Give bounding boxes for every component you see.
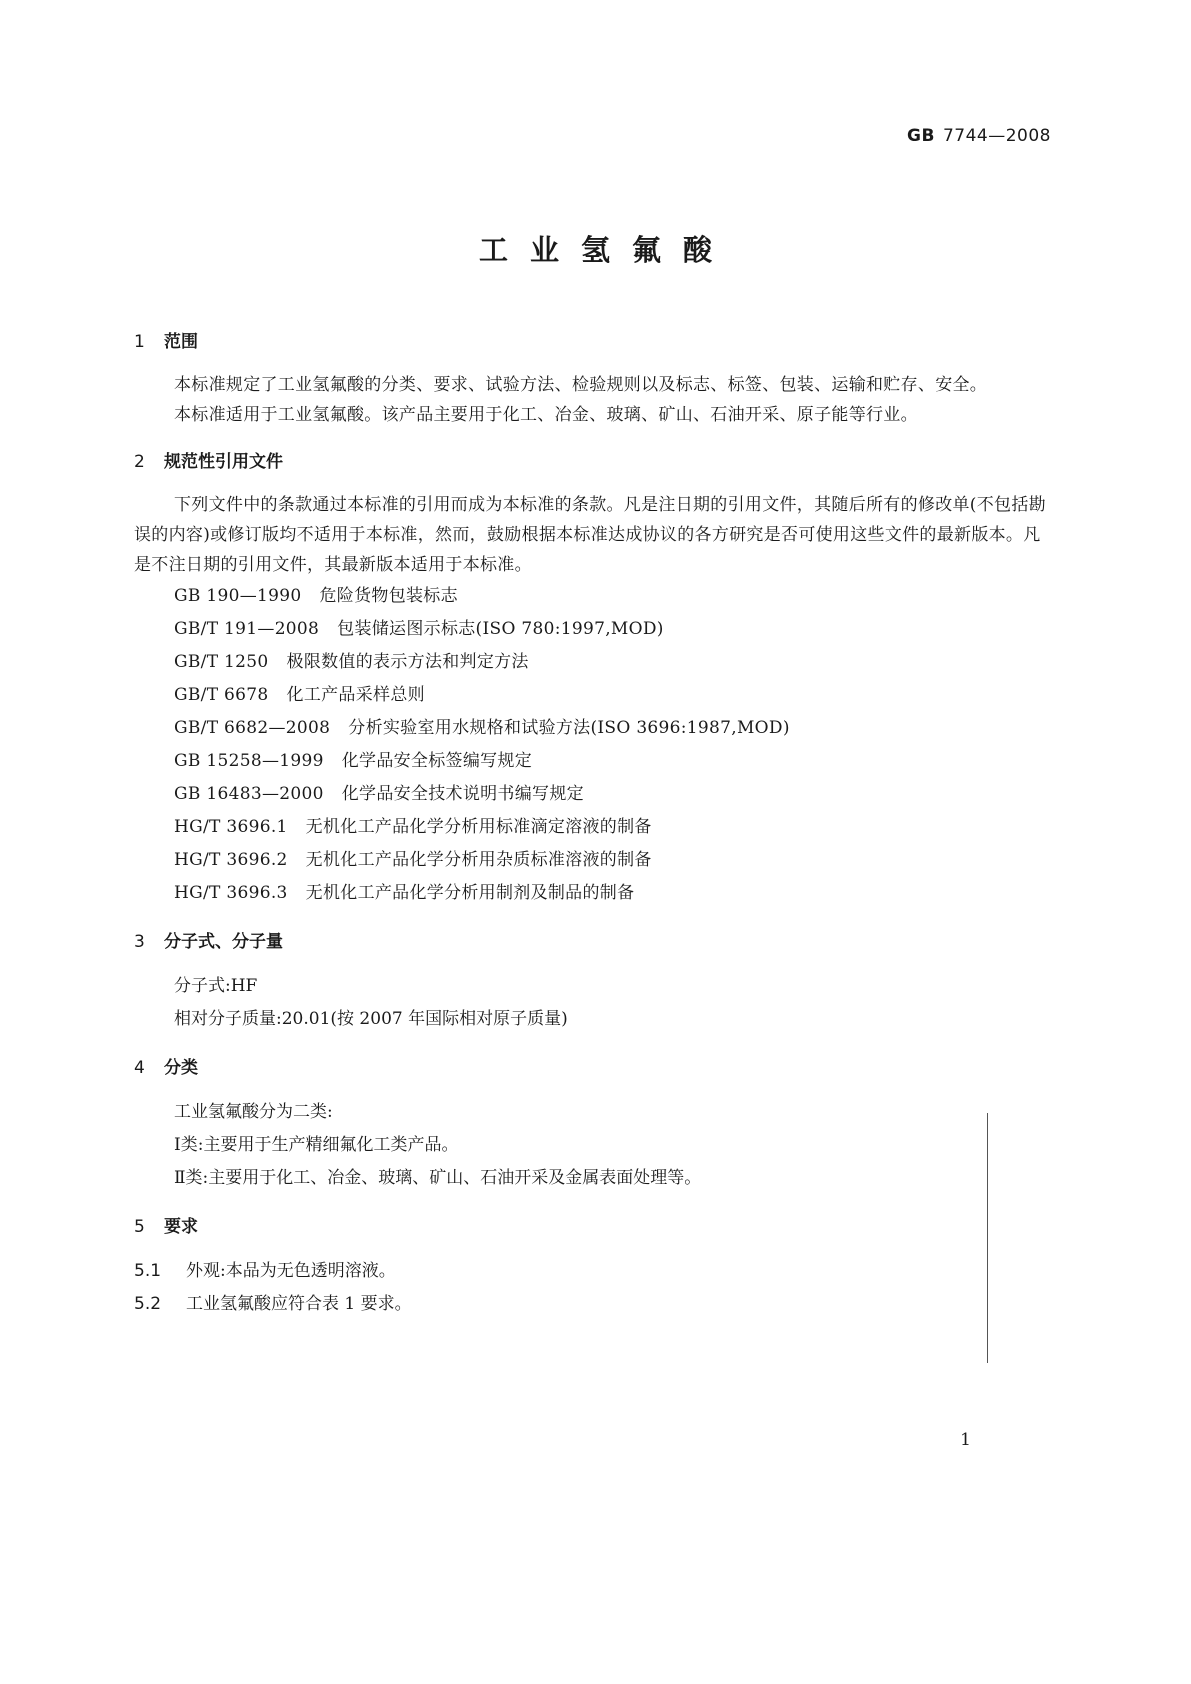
section-4-heading [134, 1054, 1057, 1082]
reference-title: 化学品安全技术说明书编写规定 [341, 784, 584, 804]
section-2-heading [134, 448, 1057, 476]
reference-title: 分析实验室用水规格和试验方法(ISO 3696:1987,MOD) [348, 718, 790, 738]
classification-type-1: Ⅰ类:主要用于生产精细氟化工类产品。 [174, 1135, 459, 1155]
section-title: 规范性引用文件 [164, 452, 283, 472]
reference-code: GB/T 6678 [174, 685, 269, 705]
reference-item [134, 745, 1057, 778]
clause-number: 5.1 [134, 1261, 162, 1281]
reference-item [134, 580, 1057, 613]
reference-item [134, 613, 1057, 646]
reference-title: 包装储运图示标志(ISO 780:1997,MOD) [337, 619, 664, 639]
reference-item [134, 679, 1057, 712]
clause-5-2 [134, 1288, 1057, 1321]
section-3-heading [134, 928, 1057, 956]
section-number: 5 [134, 1217, 145, 1237]
reference-item [134, 712, 1057, 745]
section-number: 3 [134, 932, 145, 952]
reference-title: 无机化工产品化学分析用标准滴定溶液的制备 [305, 817, 652, 837]
reference-item [134, 811, 1057, 844]
margin-change-bar [987, 1113, 988, 1363]
references-intro-paragraph: 下列文件中的条款通过本标准的引用而成为本标准的条款。凡是注日期的引用文件，其随后所有的修改单(不包括勘误的内容)或修订版均不适用于本标准，然而，鼓励根据本标准达成协议的各方研究是否可使用这些文件的最新版本。凡是不注日期的引用文件，其最新版本适用于本标准。 [134, 495, 1046, 575]
section-1-heading [134, 328, 1057, 356]
reference-item [134, 778, 1057, 811]
reference-code: GB/T 1250 [174, 652, 269, 672]
section-number: 2 [134, 452, 145, 472]
molecular-formula: 分子式:HF [174, 976, 258, 996]
section-number: 1 [134, 332, 145, 352]
reference-title: 极限数值的表示方法和判定方法 [286, 652, 529, 672]
classification-type-2: Ⅱ类:主要用于化工、冶金、玻璃、矿山、石油开采及金属表面处理等。 [174, 1168, 702, 1188]
section-title: 要求 [164, 1217, 198, 1237]
reference-title: 无机化工产品化学分析用制剂及制品的制备 [305, 883, 635, 903]
standard-number: 7744—2008 [942, 126, 1051, 146]
reference-title: 化学品安全标签编写规定 [341, 751, 533, 771]
reference-code: HG/T 3696.2 [174, 850, 288, 870]
reference-code: GB 16483—2000 [174, 784, 324, 804]
reference-code: GB 190—1990 [174, 586, 302, 606]
document-title: 工业氢氟酸 [478, 233, 734, 267]
reference-item [134, 646, 1057, 679]
reference-code: HG/T 3696.1 [174, 817, 288, 837]
reference-title: 化工产品采样总则 [286, 685, 425, 705]
section-5-heading [134, 1213, 1057, 1241]
molecular-mass: 相对分子质量:20.01(按 2007 年国际相对原子质量) [174, 1009, 568, 1029]
reference-title: 危险货物包装标志 [319, 586, 458, 606]
clause-number: 5.2 [134, 1294, 162, 1314]
clause-text: 工业氢氟酸应符合表 1 要求。 [186, 1294, 412, 1314]
document-body [134, 328, 1057, 1321]
section-title: 分类 [164, 1058, 198, 1078]
clause-5-1 [134, 1255, 1057, 1288]
scope-paragraph-2: 本标准适用于工业氢氟酸。该产品主要用于化工、冶金、玻璃、矿山、石油开采、原子能等行业。 [174, 405, 918, 425]
page-number: 1 [960, 1430, 971, 1450]
reference-title: 无机化工产品化学分析用杂质标准溶液的制备 [305, 850, 652, 870]
section-number: 4 [134, 1058, 145, 1078]
reference-item [134, 877, 1057, 910]
clause-text: 外观:本品为无色透明溶液。 [186, 1261, 396, 1281]
scope-paragraph-1: 本标准规定了工业氢氟酸的分类、要求、试验方法、检验规则以及标志、标签、包装、运输和贮存、安全。 [174, 375, 988, 395]
standard-prefix: GB [907, 126, 935, 146]
section-title: 分子式、分子量 [164, 932, 283, 952]
reference-code: GB/T 6682—2008 [174, 718, 331, 738]
reference-code: GB 15258—1999 [174, 751, 324, 771]
standard-code [907, 126, 1051, 146]
reference-list [134, 580, 1057, 910]
reference-item [134, 844, 1057, 877]
reference-code: HG/T 3696.3 [174, 883, 288, 903]
reference-code: GB/T 191—2008 [174, 619, 320, 639]
classification-intro: 工业氢氟酸分为二类: [174, 1102, 333, 1122]
section-title: 范围 [164, 332, 198, 352]
